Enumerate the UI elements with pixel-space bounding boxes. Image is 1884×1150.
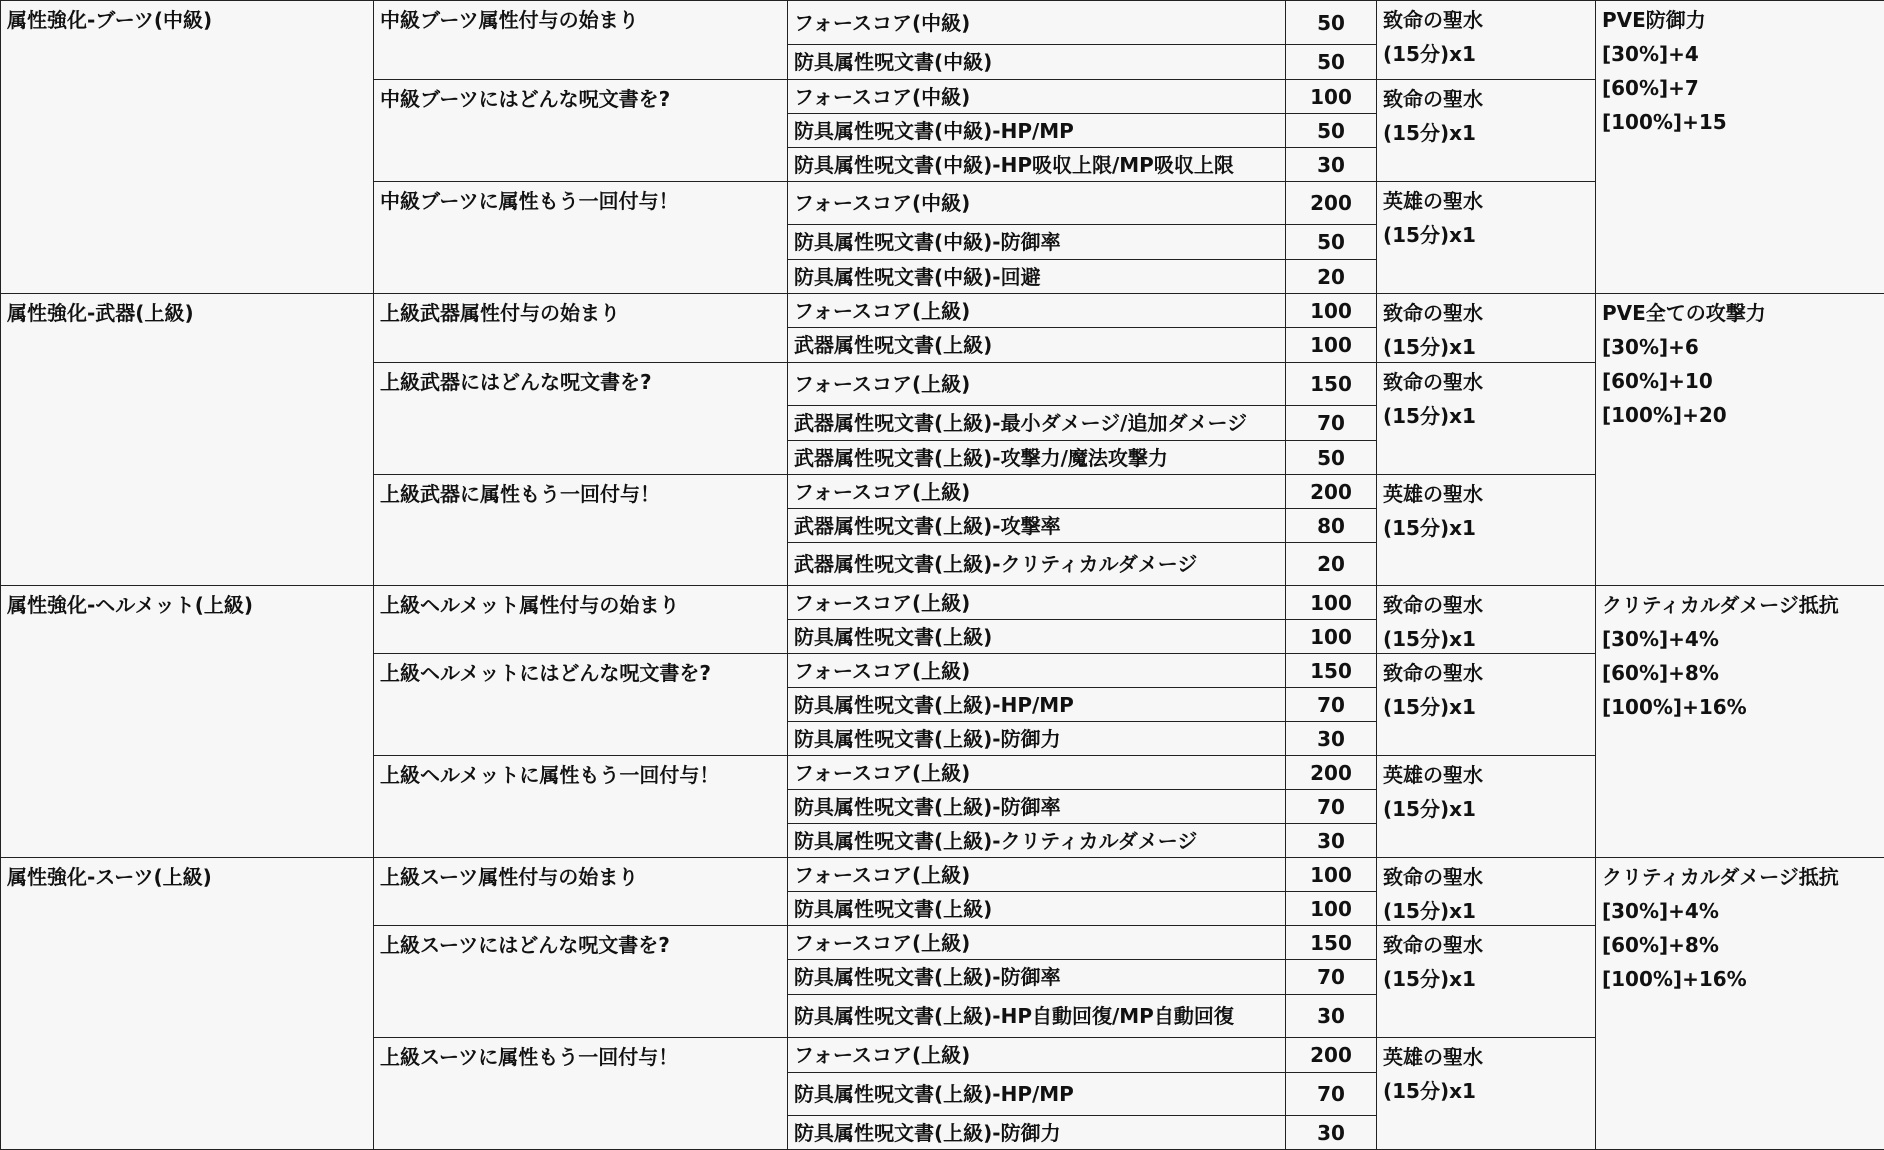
quest-name-cell: 中級ブーツ属性付与の始まり xyxy=(374,1,788,80)
quest-name-cell: 上級武器に属性もう一回付与！ xyxy=(374,475,788,586)
quest-name-cell: 上級スーツに属性もう一回付与！ xyxy=(374,1038,788,1150)
reward-name: 致命の聖水 xyxy=(1383,593,1483,617)
effect-tier-60: [60%]+8% xyxy=(1602,933,1719,957)
reward-cell xyxy=(1377,586,1596,654)
table-row xyxy=(1,1,1884,45)
reward-cell xyxy=(1377,654,1596,756)
item-cell: 防具属性呪文書(上級)-防御力 xyxy=(788,1116,1286,1150)
item-cell: 防具属性呪文書(上級) xyxy=(788,892,1286,926)
reward-name: 致命の聖水 xyxy=(1383,865,1483,889)
quantity-cell: 70 xyxy=(1286,688,1377,722)
effect-cell xyxy=(1596,586,1884,858)
quantity-cell: 100 xyxy=(1286,586,1377,620)
quantity-cell: 100 xyxy=(1286,858,1377,892)
quantity-cell: 30 xyxy=(1286,722,1377,756)
effect-tier-100: [100%]+16% xyxy=(1602,695,1747,719)
effect-tier-100: [100%]+16% xyxy=(1602,967,1747,991)
quantity-cell: 70 xyxy=(1286,406,1377,441)
effect-title: クリティカルダメージ抵抗 xyxy=(1602,593,1839,617)
reward-amount: (15分)x1 xyxy=(1383,42,1476,66)
quantity-cell: 50 xyxy=(1286,114,1377,148)
reward-cell xyxy=(1377,1,1596,80)
item-cell: 防具属性呪文書(上級)-クリティカルダメージ xyxy=(788,824,1286,858)
item-cell: フォースコア(上級) xyxy=(788,363,1286,406)
quantity-cell: 30 xyxy=(1286,824,1377,858)
effect-tier-30: [30%]+4% xyxy=(1602,627,1719,651)
item-cell: 防具属性呪文書(中級)-HP吸収上限/MP吸収上限 xyxy=(788,148,1286,182)
item-cell: 防具属性呪文書(上級)-防御率 xyxy=(788,790,1286,824)
quest-name-cell: 上級ヘルメット属性付与の始まり xyxy=(374,586,788,654)
quantity-cell: 100 xyxy=(1286,620,1377,654)
effect-title: PVE全ての攻撃力 xyxy=(1602,301,1766,325)
reward-amount: (15分)x1 xyxy=(1383,899,1476,923)
quantity-cell: 50 xyxy=(1286,1,1377,45)
reward-name: 英雄の聖水 xyxy=(1383,482,1483,506)
item-cell: 武器属性呪文書(上級) xyxy=(788,328,1286,363)
quantity-cell: 100 xyxy=(1286,294,1377,328)
reward-cell xyxy=(1377,80,1596,182)
effect-tier-30: [30%]+4 xyxy=(1602,42,1699,66)
item-cell: 防具属性呪文書(上級)-HP/MP xyxy=(788,688,1286,722)
reward-name: 致命の聖水 xyxy=(1383,301,1483,325)
category-cell: 属性強化-スーツ(上級) xyxy=(1,858,374,1150)
reward-cell xyxy=(1377,475,1596,586)
reward-cell xyxy=(1377,926,1596,1038)
reward-amount: (15分)x1 xyxy=(1383,516,1476,540)
reward-amount: (15分)x1 xyxy=(1383,404,1476,428)
item-cell: 防具属性呪文書(上級)-防御率 xyxy=(788,960,1286,995)
reward-cell xyxy=(1377,1038,1596,1150)
item-cell: フォースコア(上級) xyxy=(788,654,1286,688)
quantity-cell: 50 xyxy=(1286,441,1377,475)
effect-title: PVE防御力 xyxy=(1602,8,1706,32)
reward-name: 致命の聖水 xyxy=(1383,661,1483,685)
item-cell: フォースコア(上級) xyxy=(788,756,1286,790)
item-cell: フォースコア(上級) xyxy=(788,1038,1286,1073)
quantity-cell: 100 xyxy=(1286,328,1377,363)
category-cell: 属性強化-武器(上級) xyxy=(1,294,374,586)
reward-amount: (15分)x1 xyxy=(1383,1079,1476,1103)
quantity-cell: 150 xyxy=(1286,363,1377,406)
quest-name-cell: 上級武器属性付与の始まり xyxy=(374,294,788,363)
effect-tier-60: [60%]+7 xyxy=(1602,76,1699,100)
quantity-cell: 200 xyxy=(1286,475,1377,509)
reward-amount: (15分)x1 xyxy=(1383,967,1476,991)
effect-tier-30: [30%]+6 xyxy=(1602,335,1699,359)
quantity-cell: 200 xyxy=(1286,756,1377,790)
item-cell: 武器属性呪文書(上級)-最小ダメージ/追加ダメージ xyxy=(788,406,1286,441)
reward-cell xyxy=(1377,363,1596,475)
quantity-cell: 150 xyxy=(1286,926,1377,960)
quest-name-cell: 上級武器にはどんな呪文書を? xyxy=(374,363,788,475)
quest-name-cell: 上級ヘルメットに属性もう一回付与！ xyxy=(374,756,788,858)
item-cell: フォースコア(上級) xyxy=(788,926,1286,960)
quantity-cell: 200 xyxy=(1286,182,1377,225)
category-cell: 属性強化-ヘルメット(上級) xyxy=(1,586,374,858)
item-cell: 防具属性呪文書(上級) xyxy=(788,620,1286,654)
quest-name-cell: 上級スーツにはどんな呪文書を? xyxy=(374,926,788,1038)
category-cell: 属性強化-ブーツ(中級) xyxy=(1,1,374,294)
quantity-cell: 70 xyxy=(1286,960,1377,995)
effect-tier-60: [60%]+10 xyxy=(1602,369,1713,393)
quantity-cell: 30 xyxy=(1286,995,1377,1038)
effect-tier-30: [30%]+4% xyxy=(1602,899,1719,923)
item-cell: フォースコア(中級) xyxy=(788,1,1286,45)
reward-cell xyxy=(1377,858,1596,926)
quest-name-cell: 上級スーツ属性付与の始まり xyxy=(374,858,788,926)
item-cell: フォースコア(上級) xyxy=(788,294,1286,328)
effect-tier-100: [100%]+15 xyxy=(1602,110,1727,134)
quantity-cell: 20 xyxy=(1286,260,1377,294)
quantity-cell: 150 xyxy=(1286,654,1377,688)
table-row xyxy=(1,294,1884,328)
quantity-cell: 80 xyxy=(1286,509,1377,543)
item-cell: 防具属性呪文書(中級)-回避 xyxy=(788,260,1286,294)
table-row xyxy=(1,858,1884,892)
effect-tier-60: [60%]+8% xyxy=(1602,661,1719,685)
quantity-cell: 70 xyxy=(1286,1073,1377,1116)
quantity-cell: 70 xyxy=(1286,790,1377,824)
item-cell: フォースコア(上級) xyxy=(788,586,1286,620)
reward-cell xyxy=(1377,756,1596,858)
quantity-cell: 200 xyxy=(1286,1038,1377,1073)
quantity-cell: 30 xyxy=(1286,148,1377,182)
reward-name: 致命の聖水 xyxy=(1383,370,1483,394)
effect-title: クリティカルダメージ抵抗 xyxy=(1602,865,1839,889)
item-cell: フォースコア(中級) xyxy=(788,80,1286,114)
effect-tier-100: [100%]+20 xyxy=(1602,403,1727,427)
table-row xyxy=(1,586,1884,620)
quantity-cell: 30 xyxy=(1286,1116,1377,1150)
item-cell: 武器属性呪文書(上級)-攻撃力/魔法攻撃力 xyxy=(788,441,1286,475)
reward-name: 致命の聖水 xyxy=(1383,933,1483,957)
item-cell: 防具属性呪文書(上級)-HP/MP xyxy=(788,1073,1286,1116)
reward-amount: (15分)x1 xyxy=(1383,335,1476,359)
quantity-cell: 100 xyxy=(1286,892,1377,926)
effect-cell xyxy=(1596,1,1884,294)
quest-name-cell: 中級ブーツに属性もう一回付与！ xyxy=(374,182,788,294)
reward-name: 英雄の聖水 xyxy=(1383,1045,1483,1069)
reward-amount: (15分)x1 xyxy=(1383,695,1476,719)
reward-name: 英雄の聖水 xyxy=(1383,189,1483,213)
reward-cell xyxy=(1377,182,1596,294)
reward-amount: (15分)x1 xyxy=(1383,797,1476,821)
item-cell: 防具属性呪文書(中級) xyxy=(788,45,1286,80)
item-cell: 防具属性呪文書(中級)-防御率 xyxy=(788,225,1286,260)
item-cell: フォースコア(上級) xyxy=(788,858,1286,892)
item-cell: 防具属性呪文書(中級)-HP/MP xyxy=(788,114,1286,148)
effect-cell xyxy=(1596,858,1884,1150)
reward-amount: (15分)x1 xyxy=(1383,223,1476,247)
quantity-cell: 50 xyxy=(1286,45,1377,80)
quantity-cell: 100 xyxy=(1286,80,1377,114)
item-cell: 武器属性呪文書(上級)-クリティカルダメージ xyxy=(788,543,1286,586)
item-cell: 防具属性呪文書(上級)-HP自動回復/MP自動回復 xyxy=(788,995,1286,1038)
item-cell: 武器属性呪文書(上級)-攻撃率 xyxy=(788,509,1286,543)
item-cell: フォースコア(中級) xyxy=(788,182,1286,225)
reward-name: 英雄の聖水 xyxy=(1383,763,1483,787)
reward-amount: (15分)x1 xyxy=(1383,627,1476,651)
reward-amount: (15分)x1 xyxy=(1383,121,1476,145)
reward-name: 致命の聖水 xyxy=(1383,8,1483,32)
item-cell: フォースコア(上級) xyxy=(788,475,1286,509)
reward-name: 致命の聖水 xyxy=(1383,87,1483,111)
quest-name-cell: 上級ヘルメットにはどんな呪文書を? xyxy=(374,654,788,756)
quest-name-cell: 中級ブーツにはどんな呪文書を? xyxy=(374,80,788,182)
effect-cell xyxy=(1596,294,1884,586)
quantity-cell: 50 xyxy=(1286,225,1377,260)
item-cell: 防具属性呪文書(上級)-防御力 xyxy=(788,722,1286,756)
quantity-cell: 20 xyxy=(1286,543,1377,586)
reward-cell xyxy=(1377,294,1596,363)
